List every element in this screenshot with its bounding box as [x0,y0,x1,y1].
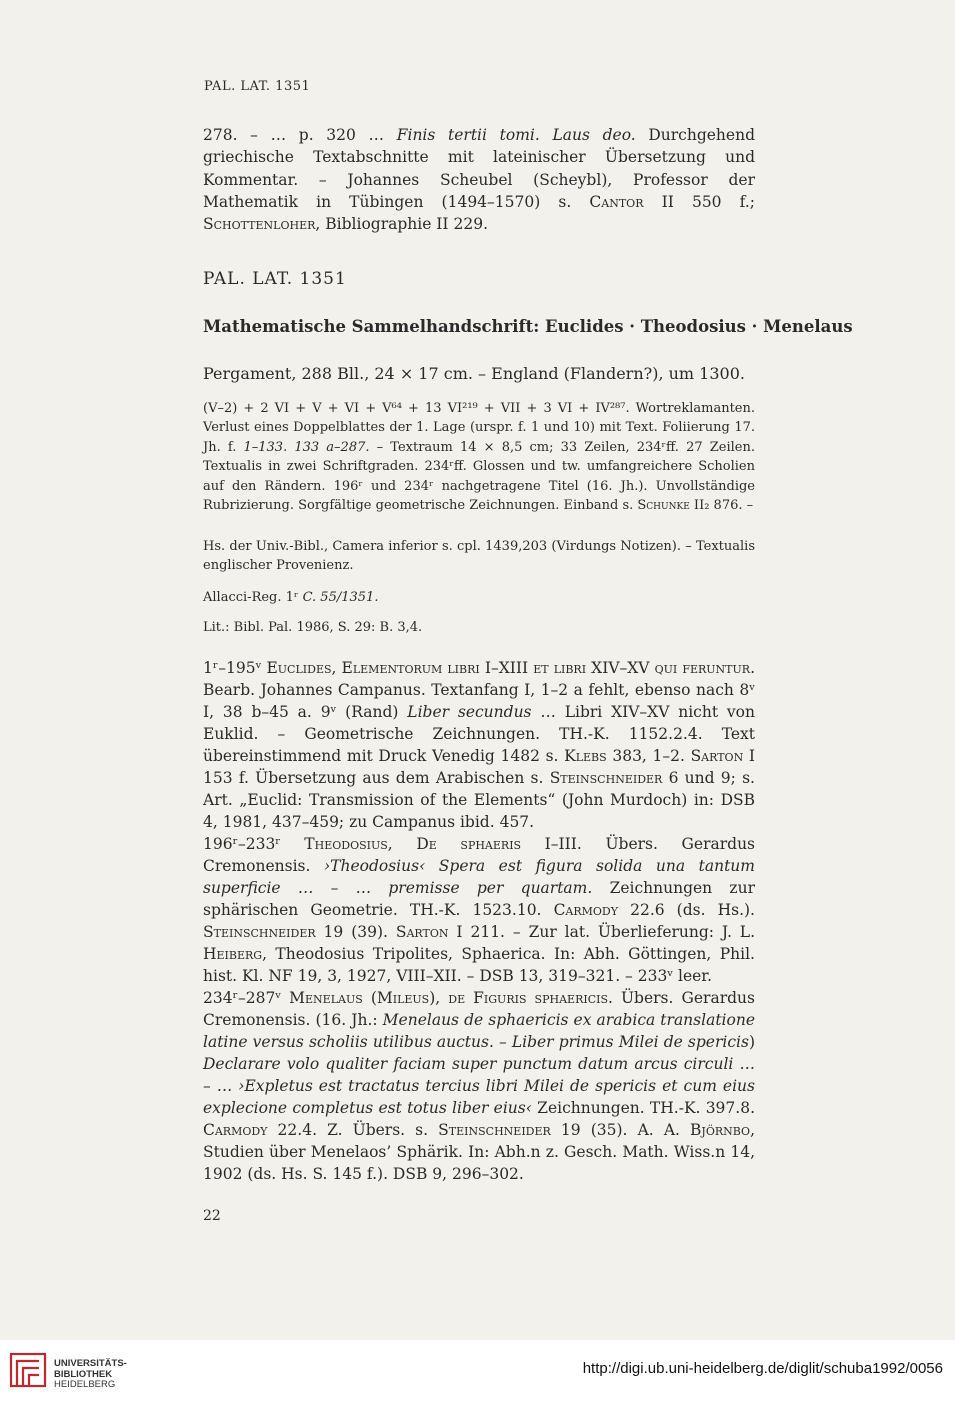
shelfmark-heading: PAL. LAT. 1351 [203,269,347,289]
text-run: (V–2) + 2 VI + V + VI + V⁶⁴ + 13 VI²¹⁹ + VII + 3 VI + IV²⁸⁷. Wortreklamanten. Verlust eines Doppelblattes der 1. Lage (urspr. f. 1 und 10) mit Text. Foliierung 17. Jh. f. [203,401,755,455]
author-smallcaps: Carmody [203,1121,268,1139]
text-run: Zeichnungen zur sphärischen Geometrie. TH.-K. 1523.10. [203,879,755,919]
provenance-paragraph: Hs. der Univ.-Bibl., Camera inferior s. cpl. 1439,203 (Virdungs Notizen). – Textualis englischer Provenienz. [203,539,755,574]
author-smallcaps: Steinschneider [549,769,663,787]
allacci-register [203,590,378,605]
text-run: 19 (39). [315,923,396,941]
text-run: 234ʳ–287ᵛ [203,989,290,1007]
running-head: PAL. LAT. 1351 [204,79,311,94]
previous-entry-paragraph [203,124,755,235]
text-run: Libri XIV–XV nicht von Euklid. – Geometrische Zeichnungen. TH.-K. 1152.2.4. Text übereinstimmend mit Druck Venedig 1482 s. [203,703,755,765]
text-run: II₂ 876. – [689,498,754,514]
text-run: Zeichnungen. TH.-K. 397.8. [531,1099,755,1117]
italic-run: Declarare volo qualiter faciam super punctum datum arcus circuli … – … ›Expletus est tractatus tercius libri Milei de spericis et cum eius explecione completus est totus liber eius‹ [203,1055,755,1117]
text-run: 1ʳ–195ᵛ [203,659,267,677]
text-run: 383, 1–2. [606,747,691,765]
text-run: 278. – … p. 320 … [203,126,397,144]
library-name-line: BIBLIOTHEK [54,1368,113,1380]
text-run: Übers. Gerardus Cremonensis. (16. Jh.: [203,989,755,1029]
section-euclid [203,657,755,833]
section-heading-smallcaps: Menelaus (Mileus), de Figuris sphaericis. [289,989,613,1007]
physical-description [203,399,755,515]
text-run: 22.4. Z. Übers. s. [267,1121,439,1139]
text-run: , Studien über Menelaos’ Sphärik. In: Abh.n z. Gesch. Math. Wiss.n 14, 1902 (ds. Hs. S. 145 f.). DSB 9, 296–302. [203,1121,756,1183]
author-smallcaps: Sarton [395,923,449,941]
text-run: Allacci-Reg. 1ʳ [203,590,303,605]
text-run: II 550 f.; [643,192,755,211]
text-run: Übers. Gerardus Cremonensis. [203,835,756,875]
text-run: 6 und 9; s. Art. „Euclid: Transmission of the Elements“ (John Murdoch) in: DSB 4, 1981, 437–459; zu Campanus ibid. 457. [203,769,755,831]
italic-run: ›Theodosius‹ Spera est figura solida una tantum superficie … – … premisse per quartam. [203,857,755,897]
author-smallcaps: Cantor [589,192,644,211]
digitization-footer [0,1340,955,1415]
text-run: I 153 f. Übersetzung aus dem Arabischen s. [203,747,755,787]
italic-run: Menelaus de sphaericis ex arabica translatione latine versus scholiis utilibus auctus. – Liber primus Milei de spericis [203,1011,755,1051]
text-run: Durchgehend griechische Textabschnitte mit lateinischer Übersetzung und Kommentar. – Johannes Scheubel (Scheybl), Professor der Mathematik in Tübingen (1494–1570) s. [203,126,755,211]
author-smallcaps: Carmody [553,901,619,919]
text-run: 22.6 (ds. Hs.). [618,901,755,919]
page-number: 22 [203,1208,221,1224]
text-run: , Bibliographie II 229. [315,215,488,234]
section-menelaus [203,987,755,1185]
section-heading-smallcaps: Theodosius, De sphaeris I–III. [304,835,582,853]
library-name [54,1359,127,1391]
author-smallcaps: Klebs [564,747,607,765]
literature-line: Lit.: Bibl. Pal. 1986, S. 29: B. 3,4. [203,620,423,635]
text-run: ) [748,1033,755,1051]
author-smallcaps: Heiberg [203,945,263,963]
section-theodosius [203,833,755,987]
author-smallcaps: Steinschneider [203,923,316,941]
library-logo-icon [8,1348,50,1390]
text-run: 19 (35). A. A. [550,1121,691,1139]
text-run: I 211. – Zur lat. Überlieferung: J. L. [448,923,756,941]
author-smallcaps: Sarton [690,747,744,765]
manuscript-title: Mathematische Sammelhandschrift: Euclides · Theodosius · Menelaus [203,317,853,336]
source-url-link[interactable]: http://digi.ub.uni-heidelberg.de/diglit/schuba1992/0056 [582,1360,943,1377]
author-smallcaps: Steinschneider [438,1121,551,1139]
italic-run: 1–133. 133 a–287. [243,439,370,455]
italic-run: C. 55/1351. [302,590,379,605]
author-smallcaps: Schunke [637,498,690,514]
italic-run: Liber secundus … [407,703,556,721]
italic-run: Finis tertii tomi. Laus deo. [396,126,636,144]
text-run: , Theodosius Tripolites, Sphaerica. In: Abh. Göttingen, Phil. hist. Kl. NF 19, 3, 1927, VIII–XII. – DSB 13, 319–321. – 233ᵛ leer. [203,945,755,985]
library-name-line: HEIDELBERG [54,1379,116,1390]
text-run: Bearb. Johannes Campanus. Textanfang I, 1–2 a fehlt, ebenso nach 8ᵛ I, 38 b–45 a. 9ᵛ (Rand) [203,681,755,721]
author-smallcaps: Björnbo [690,1121,751,1139]
text-run: 196ʳ–233ʳ [203,835,305,853]
text-run: – Textraum 14 × 8,5 cm; 33 Zeilen, 234ʳff. 27 Zeilen. Textualis in zwei Schriftgraden. 234ʳff. Glossen und tw. umfangreichere Scholien auf den Rändern. 196ʳ und 234ʳ nachgetragene Titel (16. Jh.). Unvollständige Rubrizierung. Sorgfältige geometrische Zeichnungen. Einband s. [203,439,756,514]
library-name-line: UNIVERSITÄTS- [54,1358,127,1369]
author-smallcaps: Schottenloher [203,215,316,234]
manuscript-description: Pergament, 288 Bll., 24 × 17 cm. – England (Flandern?), um 1300. [203,364,745,383]
section-heading-smallcaps: Euclides, Elementorum libri I–XIII et libri XIV–XV qui feruntur. [266,659,756,677]
